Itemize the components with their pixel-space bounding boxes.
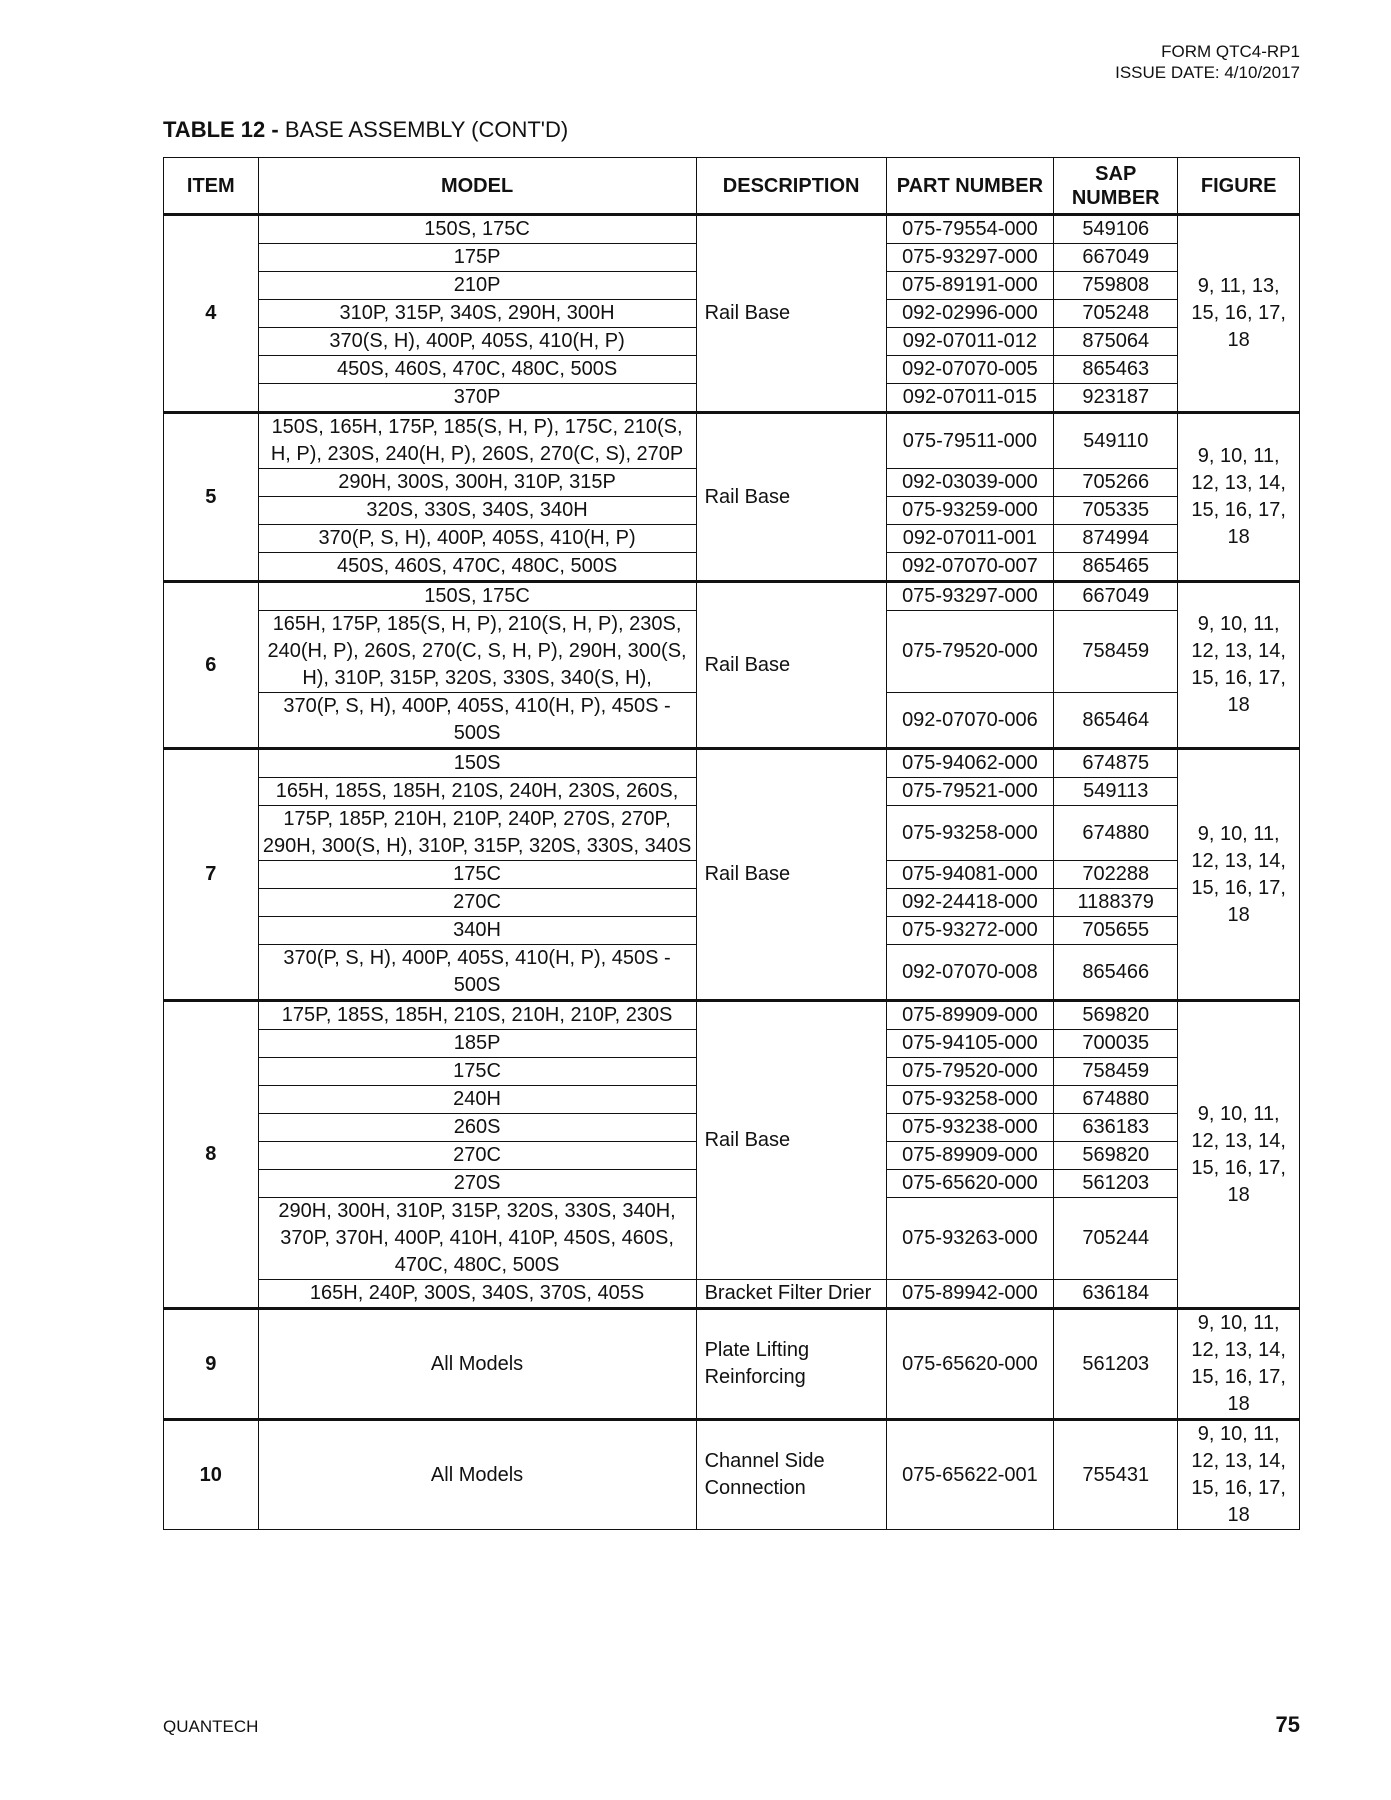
table-row (164, 1001, 1300, 1030)
part-number-cell: 092-07070-006 (886, 693, 1053, 749)
model-cell: 150S (258, 749, 696, 778)
description-cell: Rail Base (696, 215, 886, 413)
part-number-cell: 092-03039-000 (886, 469, 1053, 497)
figure-cell: 9, 10, 11, 12, 13, 14, 15, 16, 17, 18 (1178, 1001, 1300, 1309)
model-cell: 340H (258, 917, 696, 945)
sap-number-cell: 549113 (1054, 778, 1178, 806)
model-cell: 290H, 300H, 310P, 315P, 320S, 330S, 340H, 370P, 370H, 400P, 410H, 410P, 450S, 460S, 470C, 480C, 500S (258, 1198, 696, 1280)
part-number-cell: 092-07011-012 (886, 328, 1053, 356)
figure-cell: 9, 10, 11, 12, 13, 14, 15, 16, 17, 18 (1178, 749, 1300, 1001)
table-row (164, 749, 1300, 778)
sap-number-cell: 667049 (1054, 582, 1178, 611)
footer-brand: QUANTECH (163, 1717, 259, 1736)
sap-number-cell: 702288 (1054, 861, 1178, 889)
sap-number-cell: 865465 (1054, 553, 1178, 582)
form-number: FORM QTC4-RP1 (1161, 42, 1300, 61)
part-number-cell: 092-07070-007 (886, 553, 1053, 582)
model-cell: All Models (258, 1420, 696, 1530)
sap-number-cell: 674875 (1054, 749, 1178, 778)
sap-number-cell: 705266 (1054, 469, 1178, 497)
model-cell: 260S (258, 1114, 696, 1142)
sap-number-cell: 700035 (1054, 1030, 1178, 1058)
sap-number-cell: 865463 (1054, 356, 1178, 384)
model-cell: 150S, 175C (258, 215, 696, 244)
part-number-cell: 075-65620-000 (886, 1170, 1053, 1198)
sap-number-cell: 705244 (1054, 1198, 1178, 1280)
model-cell: 175P (258, 244, 696, 272)
sap-number-cell: 667049 (1054, 244, 1178, 272)
table-body (164, 215, 1300, 1530)
table-row (164, 1420, 1300, 1530)
part-number-cell: 092-07070-005 (886, 356, 1053, 384)
item-cell: 9 (164, 1309, 259, 1420)
part-number-cell: 075-79520-000 (886, 1058, 1053, 1086)
part-number-cell: 075-93258-000 (886, 806, 1053, 861)
part-number-cell: 075-65622-001 (886, 1420, 1053, 1530)
item-cell: 8 (164, 1001, 259, 1309)
description-cell: Rail Base (696, 413, 886, 582)
col-header-figure: FIGURE (1178, 158, 1300, 215)
part-number-cell: 075-79554-000 (886, 215, 1053, 244)
sap-number-cell: 758459 (1054, 1058, 1178, 1086)
description-cell: Rail Base (696, 1001, 886, 1280)
part-number-cell: 075-93238-000 (886, 1114, 1053, 1142)
sap-number-cell: 569820 (1054, 1001, 1178, 1030)
table-row (164, 582, 1300, 611)
col-header-part-number: PART NUMBER (886, 158, 1053, 215)
part-number-cell: 092-02996-000 (886, 300, 1053, 328)
item-cell: 5 (164, 413, 259, 582)
model-cell: 270C (258, 889, 696, 917)
figure-cell: 9, 11, 13, 15, 16, 17, 18 (1178, 215, 1300, 413)
model-cell: 310P, 315P, 340S, 290H, 300H (258, 300, 696, 328)
model-cell: 240H (258, 1086, 696, 1114)
description-cell: Bracket Filter Drier (696, 1280, 886, 1309)
col-header-item: ITEM (164, 158, 259, 215)
page-number: 75 (1275, 1712, 1300, 1737)
sap-number-cell: 549106 (1054, 215, 1178, 244)
col-header-model: MODEL (258, 158, 696, 215)
part-number-cell: 075-89191-000 (886, 272, 1053, 300)
sap-number-cell: 674880 (1054, 806, 1178, 861)
sap-number-cell: 636184 (1054, 1280, 1178, 1309)
table-title-text: BASE ASSEMBLY (CONT'D) (278, 117, 569, 142)
item-cell: 6 (164, 582, 259, 749)
model-cell: 370P (258, 384, 696, 413)
description-cell: Channel Side Connection (696, 1420, 886, 1530)
model-cell: 290H, 300S, 300H, 310P, 315P (258, 469, 696, 497)
model-cell: 270C (258, 1142, 696, 1170)
part-number-cell: 075-89909-000 (886, 1142, 1053, 1170)
item-cell: 4 (164, 215, 259, 413)
part-number-cell: 092-07070-008 (886, 945, 1053, 1001)
part-number-cell: 075-93297-000 (886, 582, 1053, 611)
model-cell: 165H, 240P, 300S, 340S, 370S, 405S (258, 1280, 696, 1309)
sap-number-cell: 1188379 (1054, 889, 1178, 917)
model-cell: 450S, 460S, 470C, 480C, 500S (258, 553, 696, 582)
model-cell: 150S, 165H, 175P, 185(S, H, P), 175C, 210(S, H, P), 230S, 240(H, P), 260S, 270(C, S), 270P (258, 413, 696, 469)
sap-number-cell: 549110 (1054, 413, 1178, 469)
table-title-label: TABLE 12 - (163, 117, 279, 142)
col-header-sap-number: SAP NUMBER (1054, 158, 1178, 215)
model-cell: 175P, 185S, 185H, 210S, 210H, 210P, 230S (258, 1001, 696, 1030)
table-row (164, 1309, 1300, 1420)
model-cell: All Models (258, 1309, 696, 1420)
sap-number-cell: 705335 (1054, 497, 1178, 525)
model-cell: 165H, 185S, 185H, 210S, 240H, 230S, 260S, (258, 778, 696, 806)
part-number-cell: 092-07011-001 (886, 525, 1053, 553)
part-number-cell: 075-94081-000 (886, 861, 1053, 889)
sap-number-cell: 865464 (1054, 693, 1178, 749)
model-cell: 175C (258, 1058, 696, 1086)
description-cell: Rail Base (696, 582, 886, 749)
model-cell: 370(P, S, H), 400P, 405S, 410(H, P), 450S - 500S (258, 693, 696, 749)
part-number-cell: 075-94105-000 (886, 1030, 1053, 1058)
model-cell: 175P, 185P, 210H, 210P, 240P, 270S, 270P, 290H, 300(S, H), 310P, 315P, 320S, 330S, 340S (258, 806, 696, 861)
model-cell: 370(S, H), 400P, 405S, 410(H, P) (258, 328, 696, 356)
sap-number-cell: 923187 (1054, 384, 1178, 413)
part-number-cell: 075-93263-000 (886, 1198, 1053, 1280)
description-cell: Rail Base (696, 749, 886, 1001)
sap-number-cell: 561203 (1054, 1170, 1178, 1198)
model-cell: 370(P, S, H), 400P, 405S, 410(H, P), 450S - 500S (258, 945, 696, 1001)
sap-number-cell: 758459 (1054, 611, 1178, 693)
part-number-cell: 075-89909-000 (886, 1001, 1053, 1030)
model-cell: 165H, 175P, 185(S, H, P), 210(S, H, P), 230S, 240(H, P), 260S, 270(C, S, H, P), 290H, 300(S, H), 310P, 315P, 320S, 330S, 340(S, H), (258, 611, 696, 693)
item-cell: 7 (164, 749, 259, 1001)
table-row (164, 413, 1300, 469)
sap-number-cell: 569820 (1054, 1142, 1178, 1170)
part-number-cell: 092-24418-000 (886, 889, 1053, 917)
part-number-cell: 075-93259-000 (886, 497, 1053, 525)
figure-cell: 9, 10, 11, 12, 13, 14, 15, 16, 17, 18 (1178, 1420, 1300, 1530)
part-number-cell: 075-89942-000 (886, 1280, 1053, 1309)
issue-date: ISSUE DATE: 4/10/2017 (1115, 63, 1300, 82)
part-number-cell: 075-79521-000 (886, 778, 1053, 806)
table-header-row (164, 158, 1300, 215)
sap-number-cell: 875064 (1054, 328, 1178, 356)
model-cell: 450S, 460S, 470C, 480C, 500S (258, 356, 696, 384)
table-title (163, 117, 568, 143)
table-row (164, 1280, 1300, 1309)
figure-cell: 9, 10, 11, 12, 13, 14, 15, 16, 17, 18 (1178, 1309, 1300, 1420)
sap-number-cell: 759808 (1054, 272, 1178, 300)
figure-cell: 9, 10, 11, 12, 13, 14, 15, 16, 17, 18 (1178, 582, 1300, 749)
model-cell: 175C (258, 861, 696, 889)
base-assembly-table (163, 157, 1300, 1530)
part-number-cell: 075-94062-000 (886, 749, 1053, 778)
model-cell: 370(P, S, H), 400P, 405S, 410(H, P) (258, 525, 696, 553)
part-number-cell: 075-93297-000 (886, 244, 1053, 272)
sap-number-cell: 705655 (1054, 917, 1178, 945)
document-header (1115, 41, 1300, 83)
sap-number-cell: 705248 (1054, 300, 1178, 328)
sap-number-cell: 636183 (1054, 1114, 1178, 1142)
part-number-cell: 075-79511-000 (886, 413, 1053, 469)
item-cell: 10 (164, 1420, 259, 1530)
part-number-cell: 075-93258-000 (886, 1086, 1053, 1114)
sap-number-cell: 865466 (1054, 945, 1178, 1001)
model-cell: 150S, 175C (258, 582, 696, 611)
part-number-cell: 092-07011-015 (886, 384, 1053, 413)
model-cell: 185P (258, 1030, 696, 1058)
table-row (164, 215, 1300, 244)
model-cell: 210P (258, 272, 696, 300)
col-header-description: DESCRIPTION (696, 158, 886, 215)
sap-number-cell: 874994 (1054, 525, 1178, 553)
figure-cell: 9, 10, 11, 12, 13, 14, 15, 16, 17, 18 (1178, 413, 1300, 582)
part-number-cell: 075-65620-000 (886, 1309, 1053, 1420)
sap-number-cell: 755431 (1054, 1420, 1178, 1530)
sap-number-cell: 674880 (1054, 1086, 1178, 1114)
part-number-cell: 075-93272-000 (886, 917, 1053, 945)
description-cell: Plate Lifting Reinforcing (696, 1309, 886, 1420)
model-cell: 320S, 330S, 340S, 340H (258, 497, 696, 525)
sap-number-cell: 561203 (1054, 1309, 1178, 1420)
model-cell: 270S (258, 1170, 696, 1198)
part-number-cell: 075-79520-000 (886, 611, 1053, 693)
